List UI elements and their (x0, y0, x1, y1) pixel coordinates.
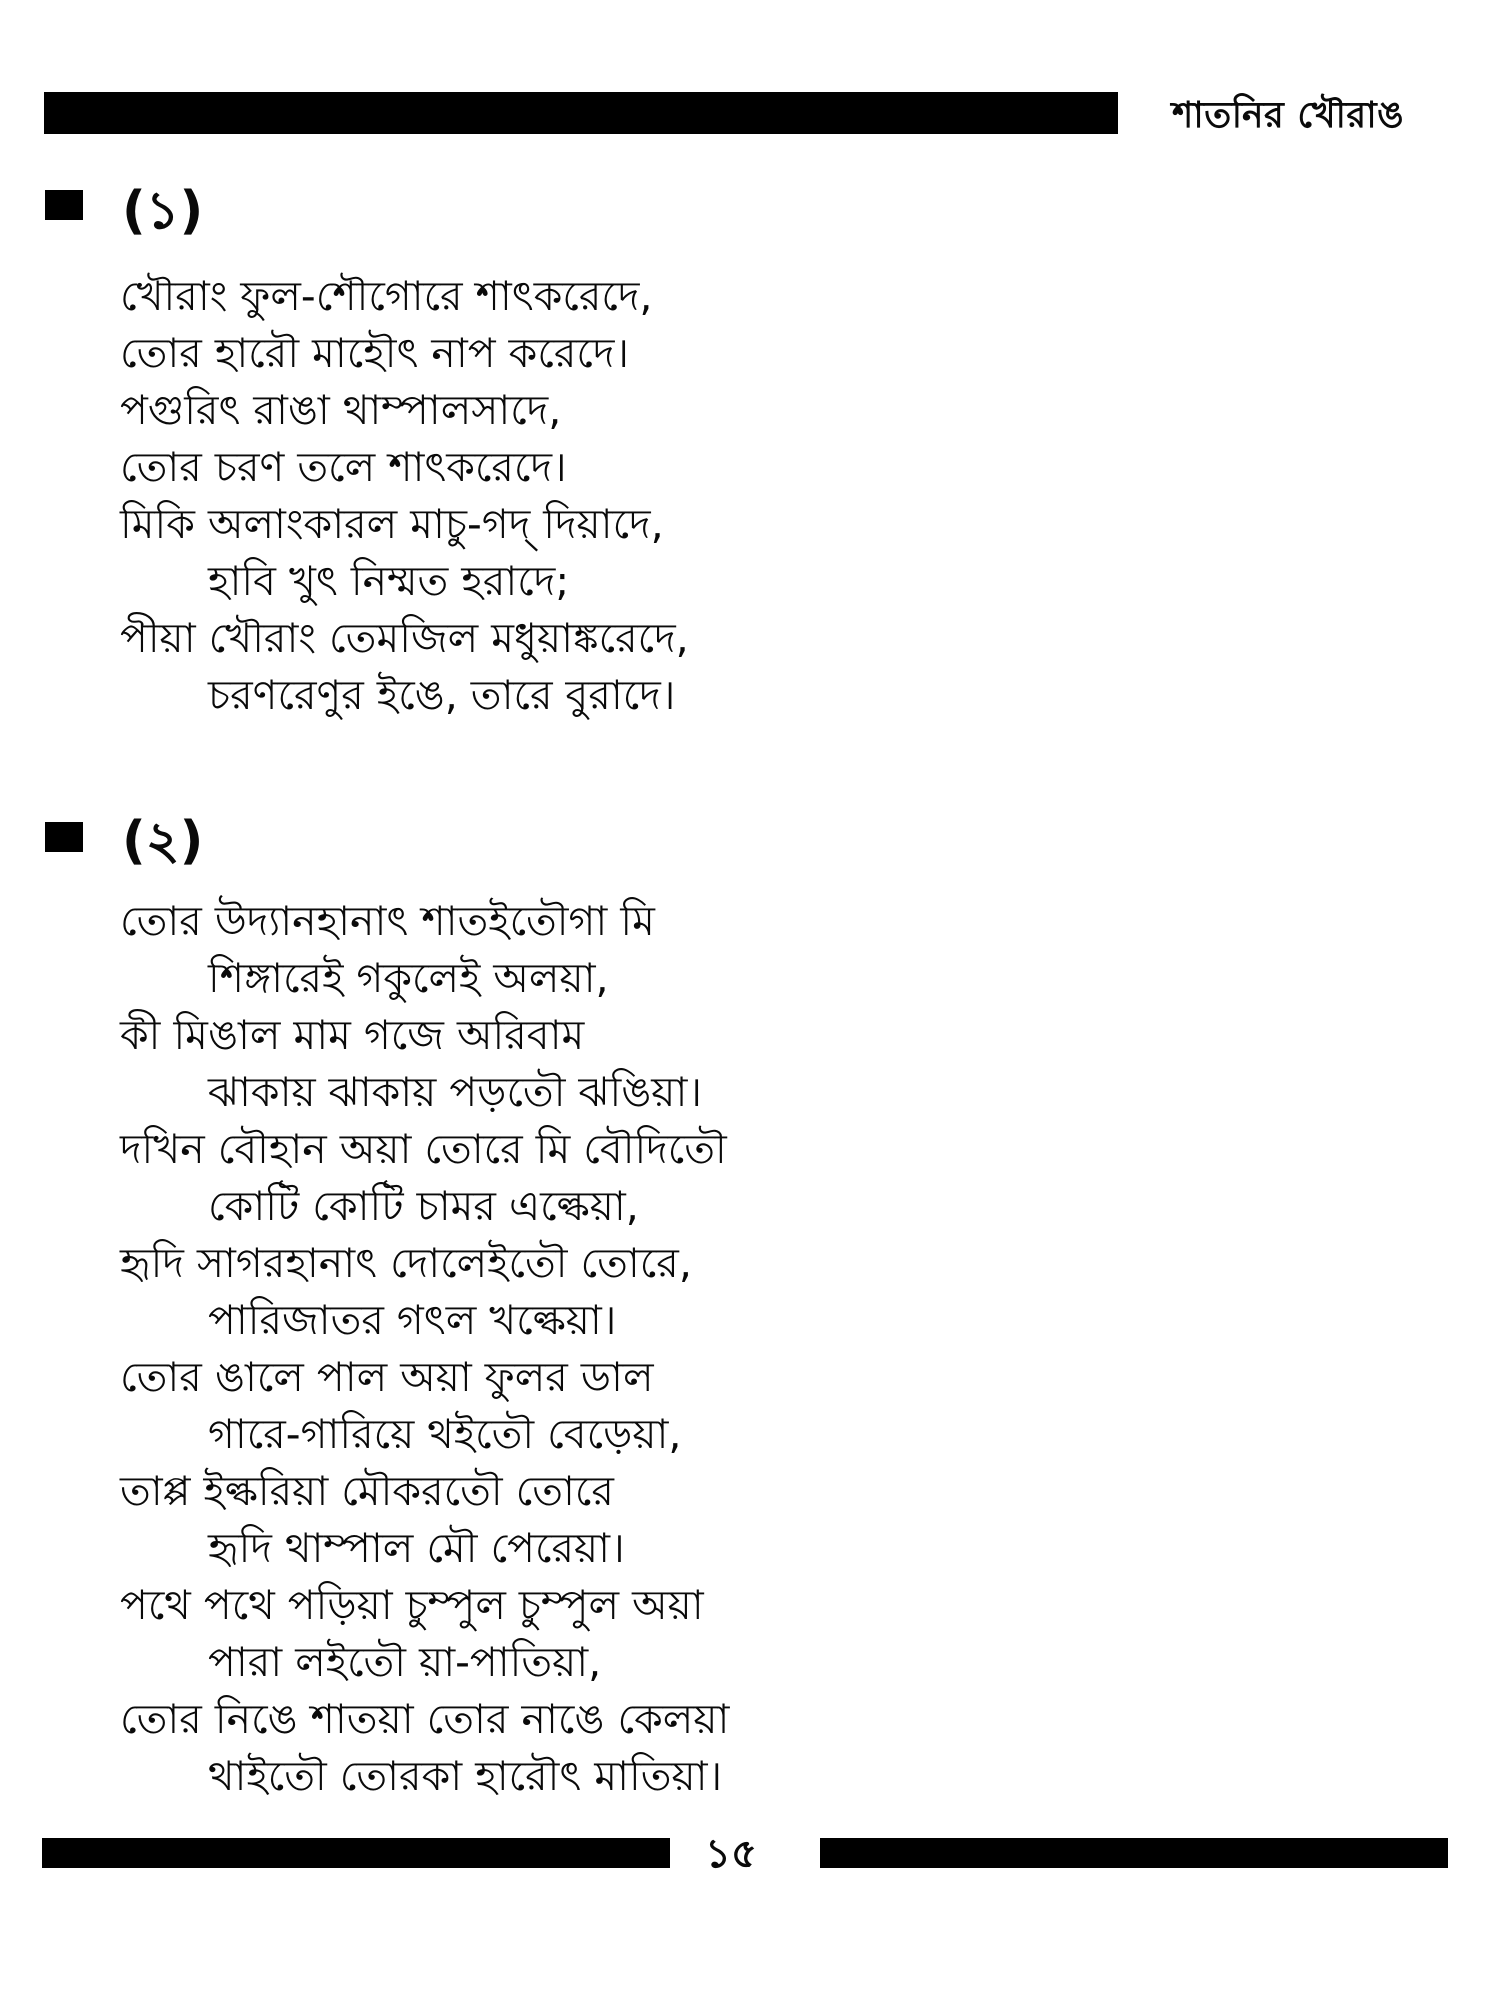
section-2-marker (45, 822, 83, 852)
poem-line: পীয়া খৌরাং তেমজিল মধুয়াঙ্করেদে, (120, 614, 689, 662)
poem-line: তোর ঙালে পাল অয়া ফুলর ডাল (120, 1353, 654, 1401)
poem-line: তোর নিঙে শাতয়া তোর নাঙে কেলয়া (120, 1695, 730, 1743)
poem-line: ঝাকায় ঝাকায় পড়তৌ ঝঙিয়া। (208, 1068, 702, 1116)
poem-line: কী মিঙাল মাম গজে অরিবাম (120, 1011, 585, 1059)
poem-line: পারা লইতৌ য়া-পাতিয়া, (208, 1638, 602, 1686)
poem-line: পগুরিৎ রাঙা থাম্পালসাদে, (120, 386, 562, 434)
footer-rule-right (820, 1838, 1448, 1868)
poem-2 (120, 893, 729, 1805)
poem-line: মিকি অলাংকারল মাচু-গদ্ দিয়াদে, (120, 500, 664, 548)
poem-1 (120, 268, 689, 724)
section-1-number: (১) (122, 181, 204, 241)
poem-line: হাবি খুৎ নিম্মত হরাদে; (208, 557, 570, 605)
poem-line: গারে-গারিয়ে থইতৌ বেড়েয়া, (208, 1410, 682, 1458)
poem-line: তোর হারৌ মাহৌৎ নাপ করেদে। (120, 329, 630, 377)
poem-line: খৌরাং ফুল-শৌগোরে শাৎকরেদে, (120, 272, 653, 320)
poem-line: কোটি কোটি চামর এল্কেয়া, (208, 1182, 639, 1230)
poem-line: শিঙ্গারেই গকুলেই অলয়া, (208, 954, 609, 1002)
poem-line: হৃদি সাগরহানাৎ দোলেইতৌ তোরে, (120, 1239, 692, 1287)
poem-line: চরণরেণুর ইঙে, তারে বুরাদে। (208, 671, 676, 719)
section-1-marker (45, 190, 83, 220)
header-rule (44, 92, 1118, 134)
poem-line: পথে পথে পড়িয়া চুম্পুল চুম্পুল অয়া (120, 1581, 704, 1629)
poem-line: হৃদি থাম্পাল মৌ পেরেয়া। (208, 1524, 625, 1572)
poem-line: তোর উদ্যানহানাৎ শাতইতৌগা মি (120, 897, 655, 945)
footer-rule-left (42, 1838, 670, 1868)
section-2-number: (২) (122, 811, 204, 871)
poem-line: তাপ্প ইল্করিয়া মৌকরতৌ তোরে (120, 1467, 614, 1515)
poem-line: থাইতৌ তোরকা হারৌৎ মাতিয়া। (208, 1752, 723, 1800)
page-number: ১৫ (705, 1831, 757, 1877)
poem-line: তোর চরণ তলে শাৎকরেদে। (120, 443, 567, 491)
poem-line: পারিজাতর গৎল খল্কেয়া। (208, 1296, 617, 1344)
poem-line: দখিন বৌহান অয়া তোরে মি বৌদিতৌ (120, 1125, 727, 1173)
running-header-title: শাতনির খৌরাঙ (1172, 95, 1405, 136)
